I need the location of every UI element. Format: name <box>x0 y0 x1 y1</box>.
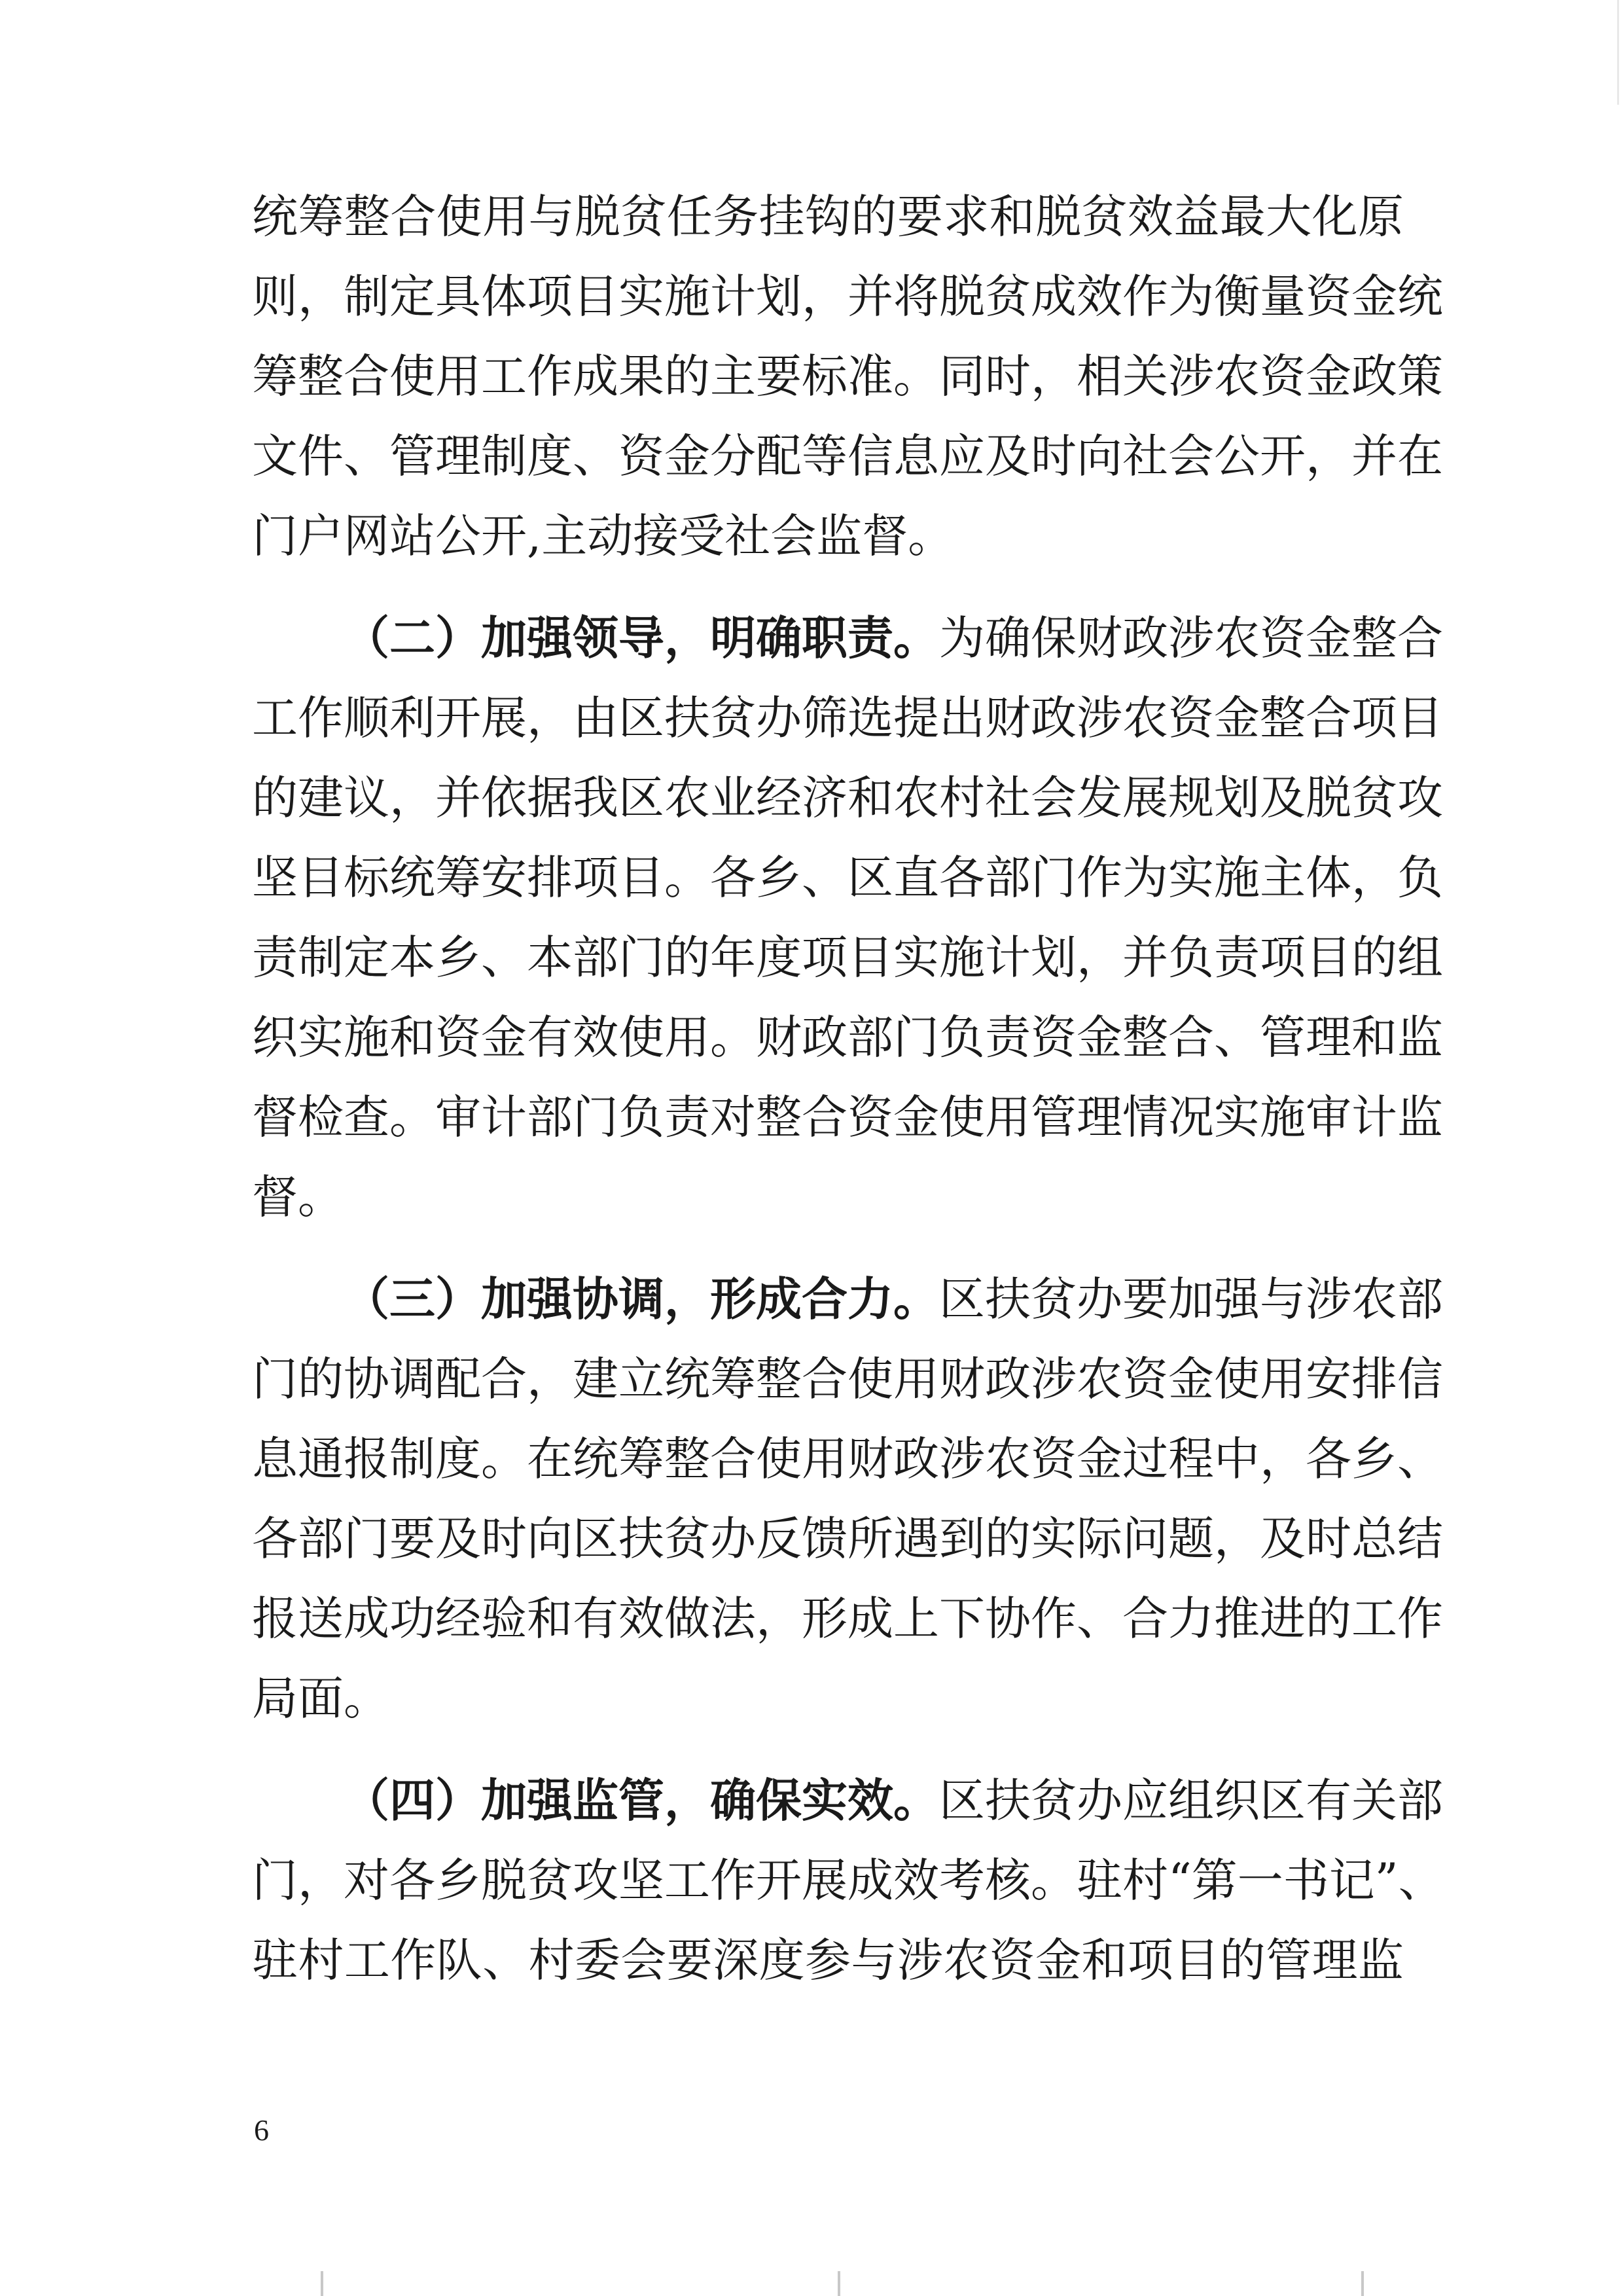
scan-mark <box>321 2271 323 2296</box>
text-line: 局面。 <box>252 1672 389 1725</box>
text-line <box>252 598 1443 678</box>
text-line: 门的协调配合，建立统筹整合使用财政涉农资金使用安排信 <box>252 1352 1443 1406</box>
text-line: 文件、管理制度、资金分配等信息应及时向社会公开，并在 <box>252 429 1443 483</box>
text-line: 工作顺利开展，由区扶贫办筛选提出财政涉农资金整合项目 <box>252 691 1443 745</box>
text-line: 筹整合使用工作成果的主要标准。同时，相关涉农资金政策 <box>252 350 1443 403</box>
text-line: 各部门要及时向区扶贫办反馈所遇到的实际问题，及时总结 <box>252 1512 1443 1566</box>
section-heading: （四）加强监管，确保实效。 <box>344 1773 939 1827</box>
text-line: 驻村工作队、村委会要深度参与涉农资金和项目的管理监 <box>252 1933 1404 1987</box>
section-heading: （三）加强协调，形成合力。 <box>344 1272 939 1326</box>
text-line: 息通报制度。在统筹整合使用财政涉农资金过程中，各乡、 <box>252 1432 1443 1486</box>
document-body <box>252 177 1444 2000</box>
scan-mark <box>838 2271 840 2296</box>
text-run: 区扶贫办要加强与涉农部 <box>939 1272 1443 1326</box>
scan-mark <box>1361 2271 1364 2296</box>
text-line: 督检查。审计部门负责对整合资金使用管理情况实施审计监 <box>252 1090 1443 1144</box>
text-line: 坚目标统筹安排项目。各乡、区直各部门作为实施主体，负 <box>252 851 1443 905</box>
text-line <box>252 1259 1443 1339</box>
page-number: 6 <box>254 2113 269 2147</box>
paragraph-supervision <box>252 1761 1444 2000</box>
text-line: 督。 <box>252 1170 344 1224</box>
text-line: 门户网站公开,主动接受社会监督。 <box>252 509 954 563</box>
paragraph-publicity <box>252 177 1443 576</box>
text-run: 为确保财政涉农资金整合 <box>939 611 1443 665</box>
text-line: 则，制定具体项目实施计划，并将脱贫成效作为衡量资金统 <box>252 270 1443 323</box>
text-line <box>252 1761 1443 1840</box>
paragraph-coordination <box>252 1259 1443 1738</box>
text-line: 织实施和资金有效使用。财政部门负责资金整合、管理和监 <box>252 1011 1443 1064</box>
text-line: 门，对各乡脱贫攻坚工作开展成效考核。驻村“第一书记”、 <box>252 1854 1444 1907</box>
text-line: 责制定本乡、本部门的年度项目实施计划，并负责项目的组 <box>252 931 1443 984</box>
section-heading: （二）加强领导，明确职责。 <box>344 611 939 665</box>
text-run: 区扶贫办应组织区有关部 <box>939 1774 1443 1827</box>
scan-edge <box>1617 0 1619 105</box>
text-line: 报送成功经验和有效做法，形成上下协作、合力推进的工作 <box>252 1592 1443 1645</box>
paragraph-leadership <box>252 598 1443 1237</box>
text-line: 统筹整合使用与脱贫任务挂钩的要求和脱贫效益最大化原 <box>252 190 1404 243</box>
text-line: 的建议，并依据我区农业经济和农村社会发展规划及脱贫攻 <box>252 771 1443 825</box>
